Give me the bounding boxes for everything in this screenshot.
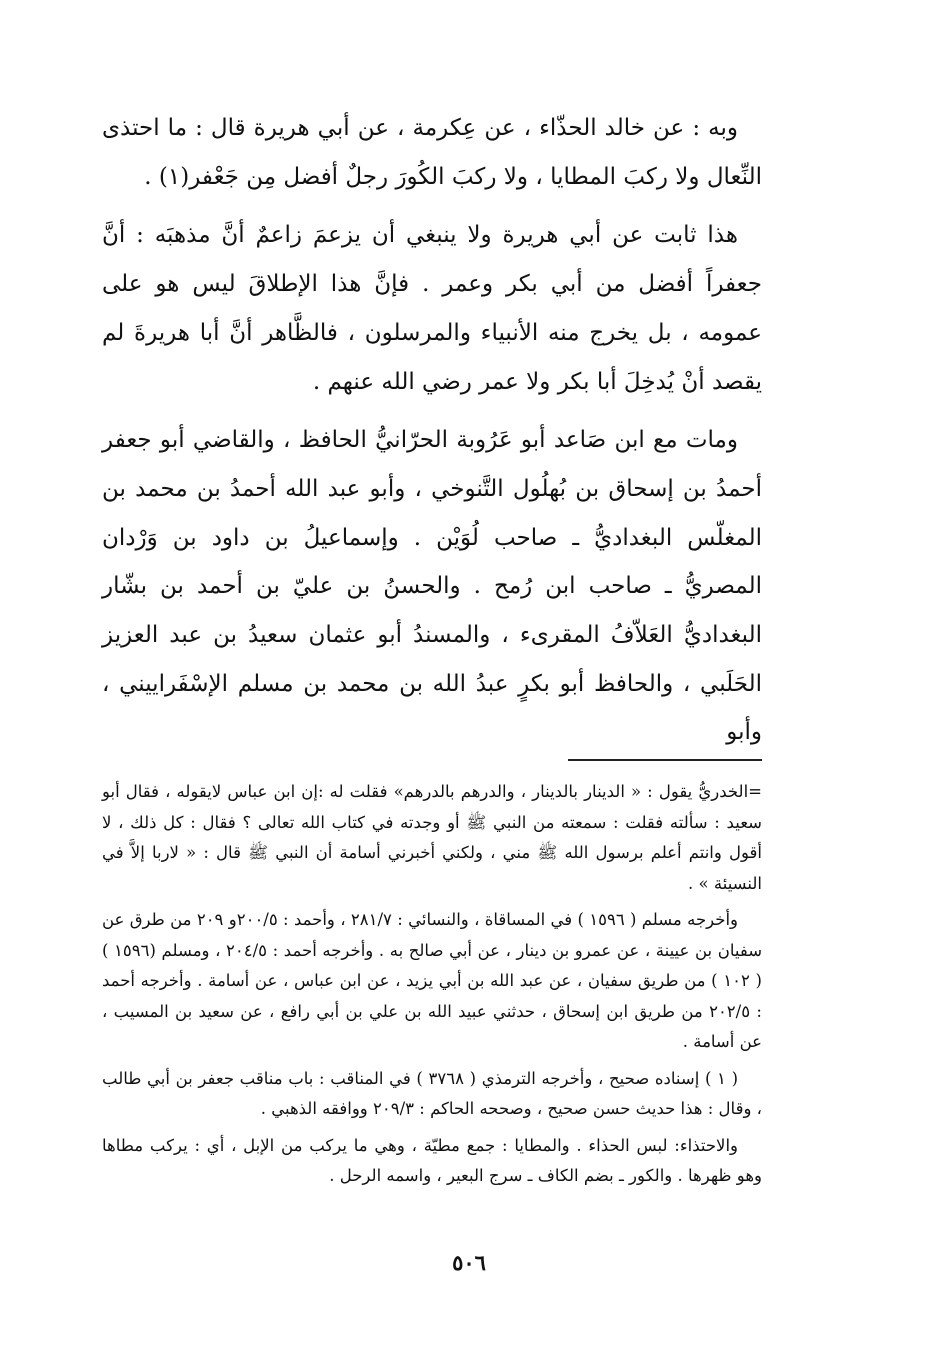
footnote-divider bbox=[568, 759, 762, 761]
footnotes bbox=[102, 777, 762, 1198]
footnote-continuation: =الخدريُّ يقول : « الدينار بالدينار ، والدرهم بالدرهم» فقلت له :إن ابن عباس لايقوله ، فقال أبو سعيد : سألته فقلت : سمعته من النبي ﷺ أو وجدته في كتاب الله تعالى ؟ فقال : كل ذلك ، لا أقول وانتم أعلم برسول الله ﷺ مني ، ولكني أخبرني أسامة أن النبي ﷺ قال : « لاربا إلاَّ في النسيئة » . bbox=[102, 782, 762, 893]
footnote-glossary: والاحتذاء: لبس الحذاء . والمطايا : جمع مطيّة ، وهي ما يركب من الإبل ، أي : يركب مطاها وهو ظهرها . والكور ـ بضم الكاف ـ سرج البعير ، واسمه الرحل . bbox=[102, 1135, 762, 1185]
paragraph-3: ومات مع ابن صَاعد أبو عَرُوبة الحرّانيُّ الحافظ ، والقاضي أبو جعفر أحمدُ بن إسحاق بن بُهلُول التَّنوخي ، وأبو عبد الله أحمدُ بن محمد بن المغلّس البغداديُّ ـ صاحب لُوَيْن . وإسماعيلُ بن داود بن وَرْدان المصريُّ ـ صاحب ابن رُمح . والحسنُ بن عليّ بن أحمد بن بشّار البغداديُّ العَلاّفُ المقرىء ، والمسندُ أبو عثمان سعيدُ بن عبد العزيز الحَلَبي ، والحافظ أبو بكرٍ عبدُ الله بن محمد بن مسلم الإسْفَراييني ، وأبو bbox=[102, 427, 762, 746]
footnote-1: ( ١ ) إسناده صحيح ، وأخرجه الترمذي ( ٣٧٦٨ ) في المناقب : باب مناقب جعفر بن أبي طالب ، وقال : هذا حديث حسن صحيح ، وصححه الحاكم : ٢٠٩/٣ ووافقه الذهبي . bbox=[102, 1068, 762, 1118]
paragraph-2: هذا ثابت عن أبي هريرة ولا ينبغي أن يزعمَ زاعمٌ أنَّ مذهبَه : أنَّ جعفراً أفضل من أبي بكر وعمر . فإنَّ هذا الإطلاقَ ليس هو على عمومه ، بل يخرج منه الأنبياء والمرسلون ، فالظَّاهر أنَّ أبا هريرةَ لم يقصد أنْ يُدخِلَ أبا بكر ولا عمر رضي الله عنهم . bbox=[102, 222, 762, 395]
paragraph-1: وبه : عن خالد الحذّاء ، عن عِكرمة ، عن أبي هريرة قال : ما احتذى النِّعال ولا ركبَ المطايا ، ولا ركبَ الكُورَ رجلٌ أفضل مِن جَعْفر(١) . bbox=[102, 115, 762, 190]
page-number: ٥٠٦ bbox=[452, 1250, 486, 1275]
footnote-takhrij: وأخرجه مسلم ( ١٥٩٦ ) في المساقاة ، والنسائي : ٢٨١/٧ ، وأحمد : ٢٠٠/٥و ٢٠٩ من طرق عن سفيان بن عيينة ، عن عمرو بن دينار ، عن أبي صالح به . وأخرجه أحمد : ٢٠٤/٥ ، ومسلم (١٥٩٦ ) ( ١٠٢ ) من طريق سفيان ، عن عبد الله بن أبي يزيد ، عن ابن عباس ، عن أسامة . وأخرجه أحمد : ٢٠٢/٥ من طريق ابن إسحاق ، حدثني عبيد الله بن علي بن أبي رافع ، عن سعيد بن المسيب ، عن أسامة . bbox=[102, 910, 763, 1051]
main-text bbox=[102, 104, 762, 767]
